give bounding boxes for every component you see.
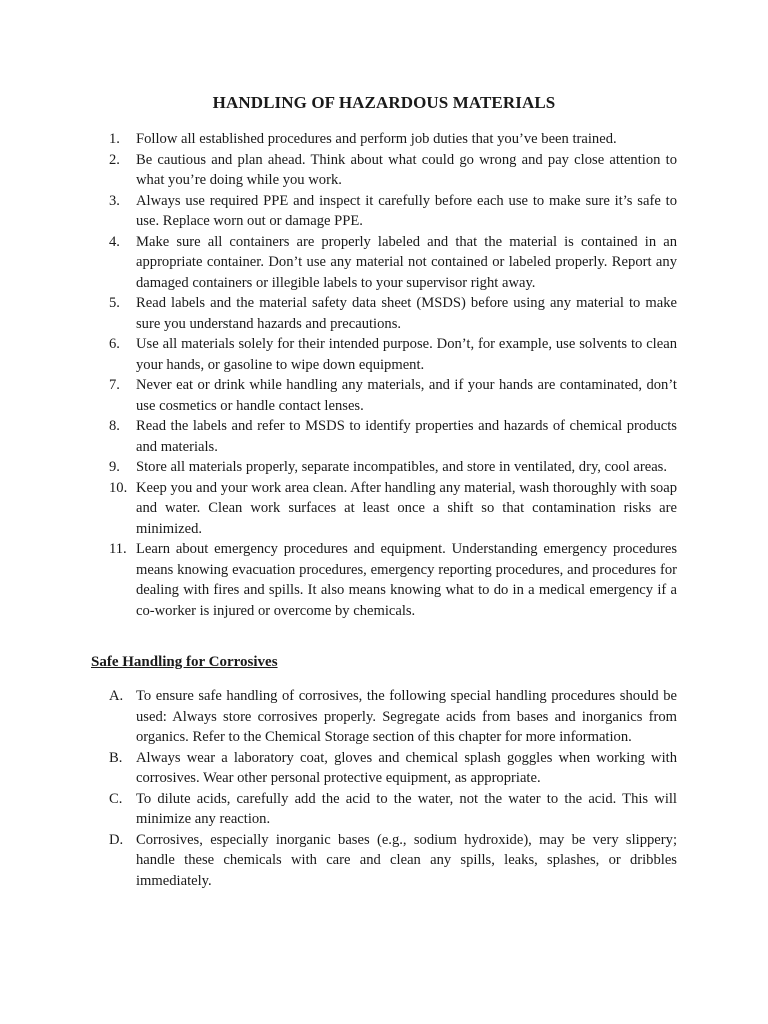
list-item-text: Make sure all containers are properly labeled and that the material is contained in an appropriate container. Don’t use any material not contained or labeled properly. Report any damaged containers or illegible labels to your supervisor right away. [136, 233, 677, 291]
list-item-text: Corrosives, especially inorganic bases (e.g., sodium hydroxide), may be very slippery; handle these chemicals with care and clean any spills, leaks, splashes, or dribbles immediately. [136, 831, 677, 889]
list-item [109, 748, 677, 789]
list-item-number: 6. [109, 336, 120, 352]
list-item-text: To dilute acids, carefully add the acid to the water, not the water to the acid. This will minimize any reaction. [136, 790, 677, 827]
list-item-letter: D. [109, 831, 124, 848]
list-item-text: Keep you and your work area clean. After handling any material, wash thoroughly with soap and water. Clean work surfaces at least once a shift so that contamination risks are minimized. [136, 479, 677, 537]
list-item-text: Be cautious and plan ahead. Think about what could go wrong and pay close attention to what you’re doing while you work. [136, 151, 677, 188]
list-item [109, 539, 677, 621]
list-item-text: Follow all established procedures and perform job duties that you’ve been trained. [136, 131, 617, 147]
list-item-number: 4. [109, 233, 120, 250]
list-item-letter: C. [109, 790, 123, 807]
list-item-number: 11. [109, 541, 127, 557]
list-item-text: Always wear a laboratory coat, gloves and chemical splash goggles when working with corrosives. Wear other personal protective equipment, as appropriate. [136, 749, 677, 786]
list-item [109, 789, 677, 830]
list-item [109, 830, 677, 892]
list-item-text: Never eat or drink while handling any materials, and if your hands are contaminated, don’t use cosmetics or handle contact lenses. [136, 377, 677, 414]
list-item-text: Read labels and the material safety data sheet (MSDS) before using any material to make sure you understand hazards and precautions. [136, 295, 677, 332]
list-item-text: Always use required PPE and inspect it carefully before each use to make sure it’s safe to use. Replace worn out or damage PPE. [136, 192, 677, 229]
list-item [109, 375, 677, 416]
corrosives-section-heading: Safe Handling for Corrosives [91, 654, 278, 670]
list-item-number: 5. [109, 295, 120, 311]
list-item [109, 232, 677, 294]
list-item-text: Learn about emergency procedures and equipment. Understanding emergency procedures means knowing evacuation procedures, emergency reporting procedures, and procedures for dealing with fires and spills. It also means knowing what to do in a medical emergency if a co-worker is injured or overcome by chemicals. [136, 541, 677, 619]
general-handling-list [109, 129, 677, 621]
list-item [109, 457, 677, 478]
list-item-number: 2. [109, 151, 120, 168]
list-item-number: 8. [109, 418, 120, 434]
list-item-number: 1. [109, 131, 120, 147]
list-item [109, 191, 677, 232]
list-item-text: Read the labels and refer to MSDS to identify properties and hazards of chemical products and materials. [136, 418, 677, 455]
list-item [109, 129, 677, 150]
list-item [109, 478, 677, 540]
list-item-letter: A. [109, 688, 124, 704]
document-title: HANDLING OF HAZARDOUS MATERIALS [212, 93, 556, 112]
corrosives-handling-list [109, 686, 677, 891]
list-item-text: Store all materials properly, separate incompatibles, and store in ventilated, dry, cool areas. [136, 459, 667, 475]
list-item [109, 334, 677, 375]
list-item [109, 150, 677, 191]
list-item-number: 7. [109, 377, 120, 393]
list-item-number: 3. [109, 192, 120, 209]
list-item-text: Use all materials solely for their intended purpose. Don’t, for example, use solvents to clean your hands, or gasoline to wipe down equipment. [136, 336, 677, 373]
list-item-letter: B. [109, 749, 123, 766]
list-item-text: To ensure safe handling of corrosives, the following special handling procedures should be used: Always store corrosives properly. Segregate acids from bases and inorganics from organics. Refer to the Chemical Storage section of this chapter for more information. [136, 688, 677, 745]
list-item-number: 10. [109, 479, 128, 496]
list-item-number: 9. [109, 459, 120, 475]
list-item [109, 293, 677, 334]
list-item [109, 686, 677, 748]
list-item [109, 416, 677, 457]
